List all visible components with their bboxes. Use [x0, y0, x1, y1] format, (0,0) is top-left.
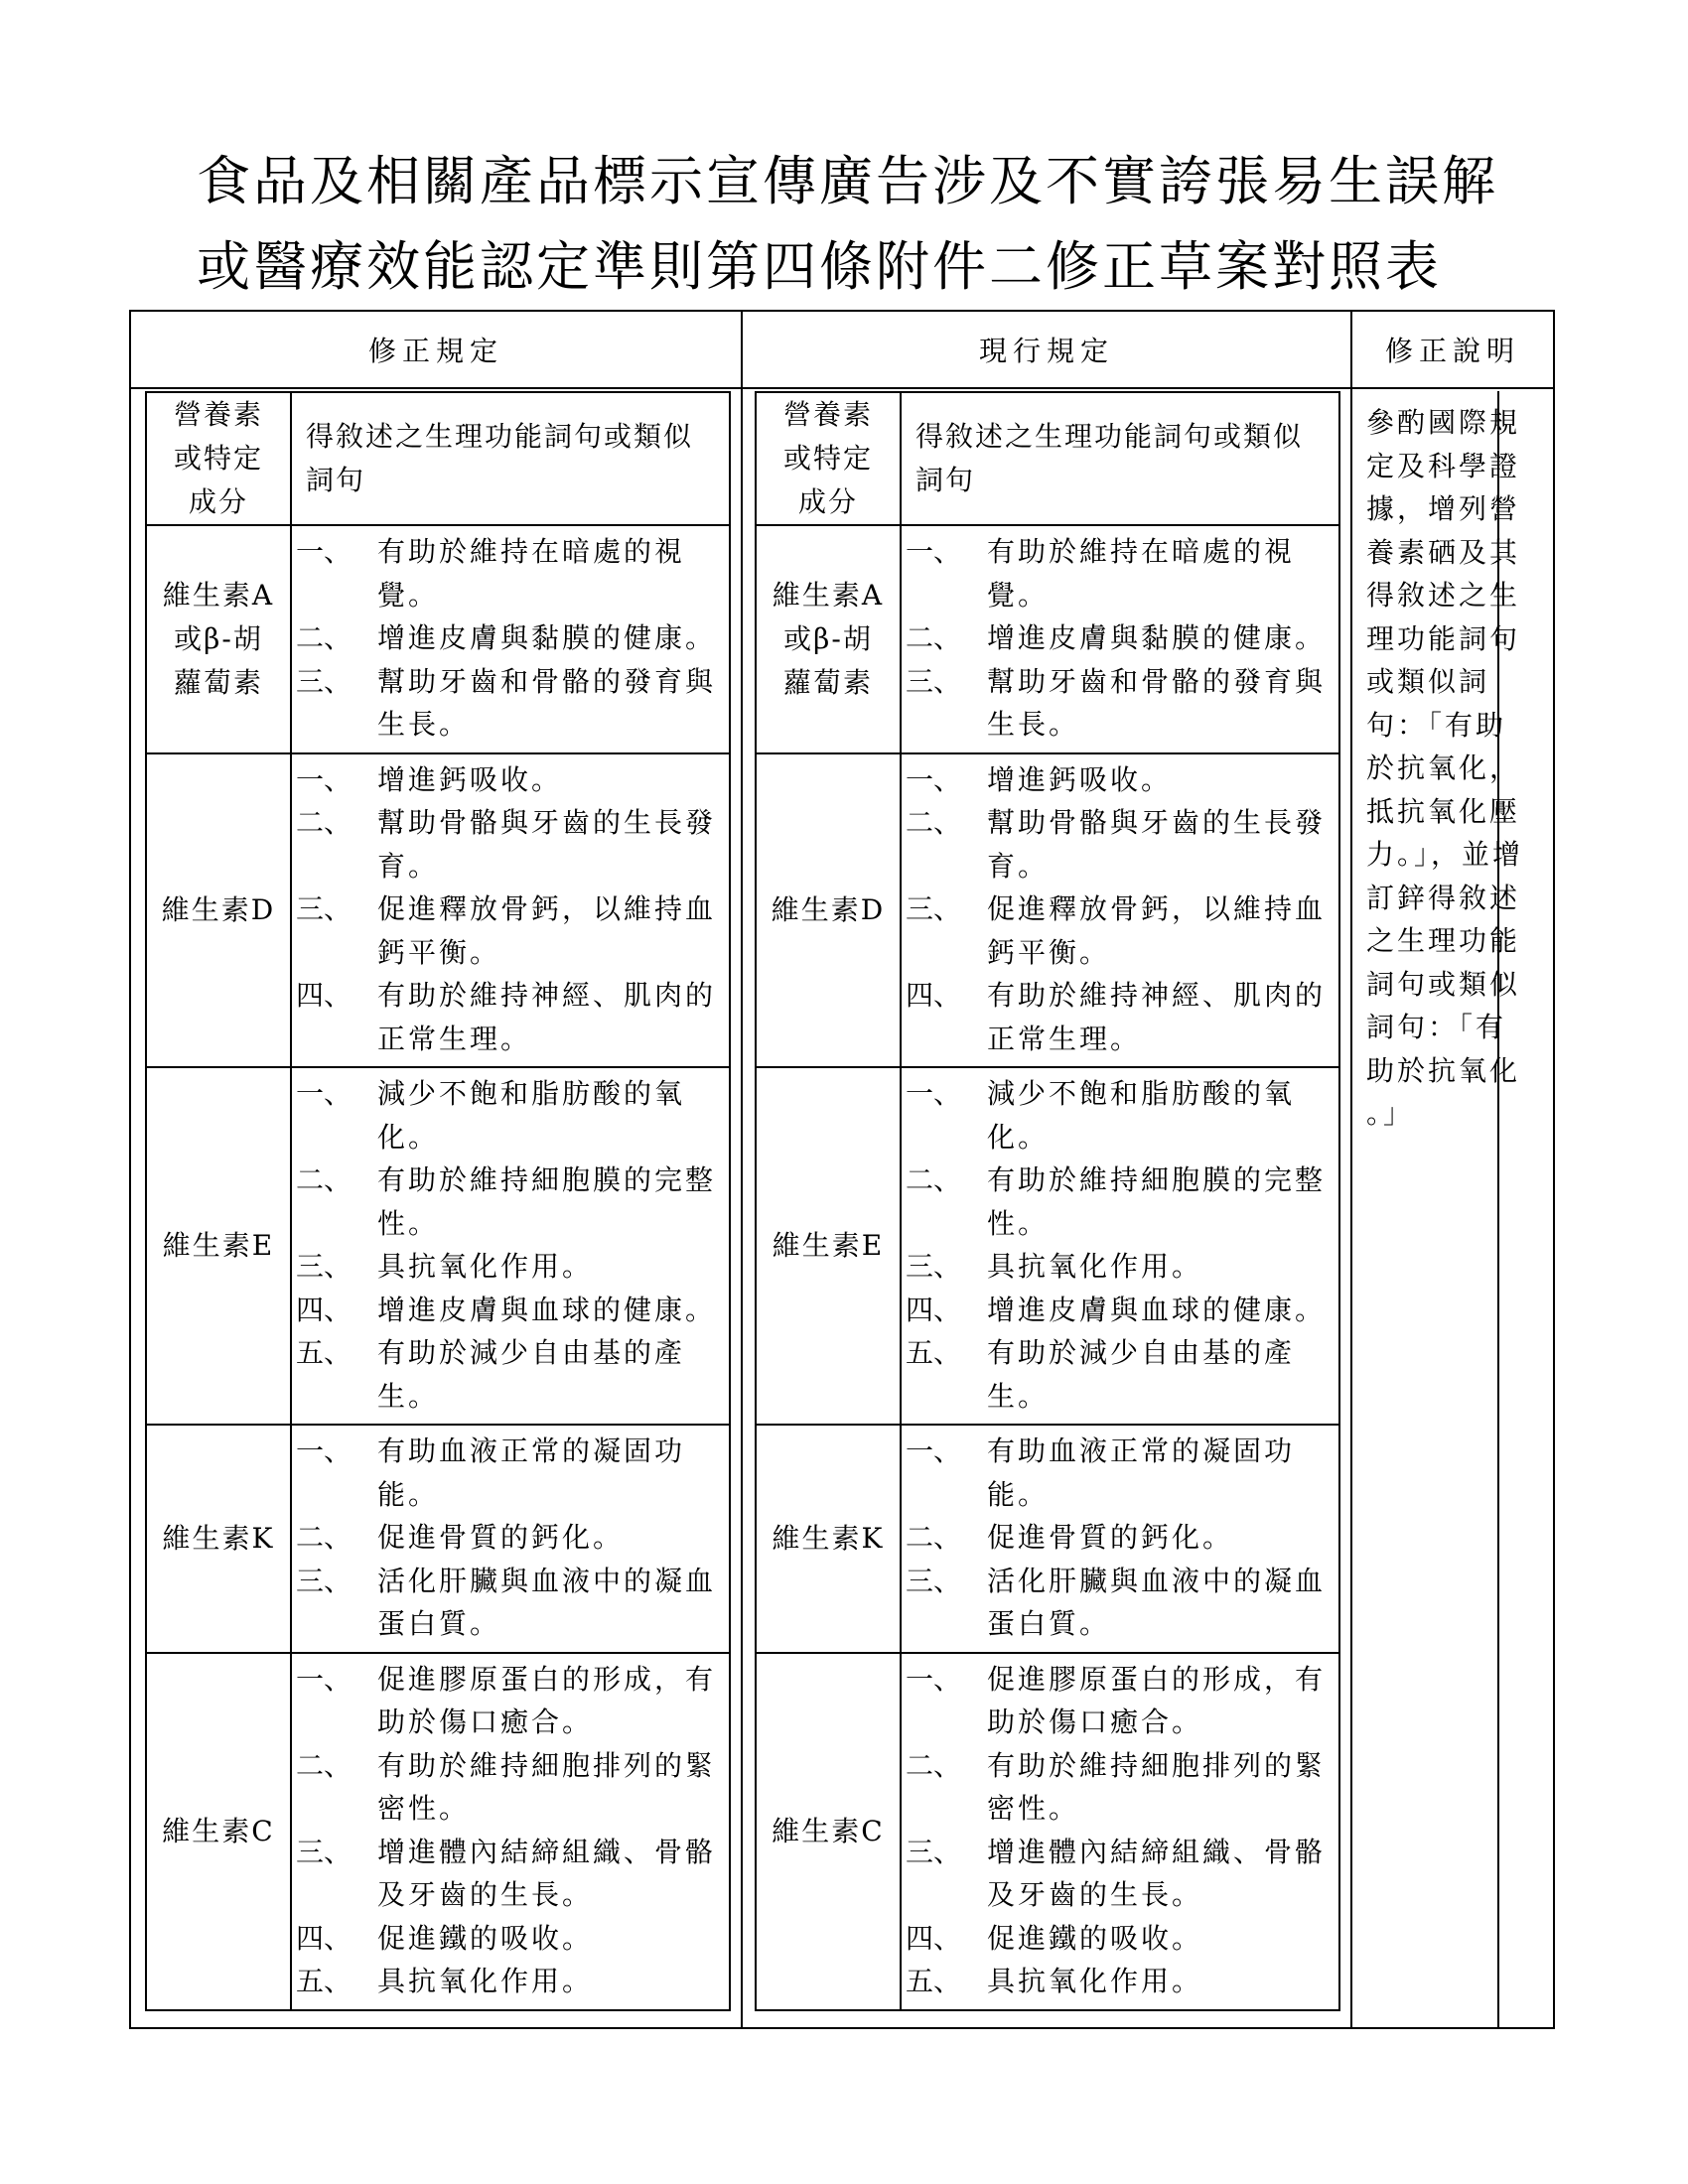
item-number: 二、 — [296, 1521, 352, 1554]
nutrient-name: 維生素A或β-胡蘿蔔素 — [146, 525, 291, 753]
item-number: 四、 — [296, 1293, 352, 1326]
list-item — [296, 1831, 719, 1917]
item-number: 二、 — [906, 1748, 962, 1782]
list-item — [296, 974, 719, 1060]
item-number: 三、 — [296, 1835, 352, 1868]
list-item — [906, 530, 1329, 616]
function-list — [901, 1653, 1339, 2010]
item-number: 一、 — [906, 1434, 962, 1467]
item-number: 四、 — [296, 979, 352, 1012]
item-text: 具抗氧化作用。 — [987, 1250, 1203, 1283]
table-row — [146, 753, 730, 1068]
header-explanation: 修正說明 — [1384, 335, 1520, 367]
list-item — [296, 1289, 719, 1332]
item-number: 一、 — [296, 1434, 352, 1467]
item-number: 三、 — [906, 664, 962, 698]
list-item — [906, 1917, 1329, 1961]
item-number: 五、 — [906, 1965, 962, 1997]
function-column-header: 得敘述之生理功能詞句或類似詞句 — [901, 392, 1339, 525]
header-current: 現行規定 — [978, 335, 1114, 367]
comparison-table — [129, 310, 1555, 2029]
nutrient-name: 維生素D — [146, 753, 291, 1068]
item-number: 四、 — [296, 1921, 352, 1955]
list-item — [906, 616, 1329, 660]
list-item — [906, 1516, 1329, 1560]
item-number: 三、 — [906, 1835, 962, 1868]
item-text: 增進皮膚與黏膜的健康。 — [987, 621, 1327, 654]
item-text: 促進骨質的鈣化。 — [987, 1521, 1234, 1554]
list-item — [906, 1560, 1329, 1646]
item-text: 促進膠原蛋白的形成，有助於傷口癒合。 — [987, 1662, 1327, 1738]
nutrient-name: 維生素E — [146, 1067, 291, 1425]
column-divider — [741, 312, 743, 2027]
current-provisions-table — [755, 391, 1340, 2011]
list-item — [296, 1072, 719, 1159]
function-list — [291, 525, 730, 753]
item-number: 二、 — [296, 1163, 352, 1196]
list-item — [296, 758, 719, 802]
item-text: 有助血液正常的凝固功能。 — [987, 1434, 1296, 1511]
list-item — [296, 1331, 719, 1418]
list-item — [296, 616, 719, 660]
item-number: 二、 — [296, 621, 352, 654]
nutrient-name: 維生素K — [146, 1425, 291, 1653]
function-list — [901, 525, 1339, 753]
function-column-header: 得敘述之生理功能詞句或類似詞句 — [291, 392, 730, 525]
item-text: 具抗氧化作用。 — [377, 1250, 594, 1283]
list-item — [906, 758, 1329, 802]
item-number: 二、 — [296, 1748, 352, 1782]
list-item — [296, 1744, 719, 1831]
list-item — [296, 1560, 719, 1646]
header-rule — [131, 387, 1553, 389]
item-number: 一、 — [296, 535, 352, 568]
list-item — [906, 1744, 1329, 1831]
item-number: 一、 — [906, 1077, 962, 1110]
item-text: 有助於維持神經、肌肉的正常生理。 — [377, 979, 717, 1055]
list-item — [296, 1658, 719, 1744]
table-row — [756, 1425, 1339, 1653]
list-item — [906, 1072, 1329, 1159]
document-title — [197, 139, 1607, 310]
item-number: 一、 — [296, 762, 352, 796]
list-item — [906, 887, 1329, 974]
table-row — [146, 1653, 730, 2010]
item-number: 二、 — [906, 1521, 962, 1554]
item-text: 有助於維持細胞膜的完整性。 — [377, 1163, 717, 1240]
sub-header-row — [756, 392, 1339, 525]
list-item — [906, 1831, 1329, 1917]
item-text: 減少不飽和脂肪酸的氧化。 — [377, 1077, 686, 1154]
list-item — [296, 1430, 719, 1516]
item-text: 幫助牙齒和骨骼的發育與生長。 — [987, 664, 1327, 741]
item-number: 一、 — [296, 1077, 352, 1110]
table-row — [756, 525, 1339, 753]
item-text: 有助於減少自由基的產生。 — [377, 1336, 686, 1413]
sub-header-row — [146, 392, 730, 525]
item-number: 一、 — [296, 1662, 352, 1696]
item-text: 增進皮膚與血球的健康。 — [377, 1293, 717, 1326]
list-item — [296, 1516, 719, 1560]
item-text: 具抗氧化作用。 — [987, 1965, 1203, 1997]
list-item — [906, 1245, 1329, 1289]
list-item — [296, 1159, 719, 1245]
item-text: 增進鈣吸收。 — [377, 762, 563, 796]
item-text: 幫助骨骼與牙齒的生長發育。 — [377, 806, 717, 883]
item-text: 具抗氧化作用。 — [377, 1965, 594, 1997]
list-item — [296, 1917, 719, 1961]
table-row — [756, 1653, 1339, 2010]
item-number: 三、 — [906, 1564, 962, 1597]
table-row — [756, 1067, 1339, 1425]
list-item — [906, 1430, 1329, 1516]
item-number: 三、 — [296, 664, 352, 698]
list-item — [906, 660, 1329, 747]
table-row — [146, 525, 730, 753]
nutrient-column-header: 營養素或特定成分 — [756, 392, 901, 525]
item-text: 增進體內結締組織、骨骼及牙齒的生長。 — [987, 1835, 1327, 1911]
item-text: 有助於維持細胞排列的緊密性。 — [987, 1748, 1327, 1825]
list-item — [906, 1159, 1329, 1245]
item-text: 幫助牙齒和骨骼的發育與生長。 — [377, 664, 717, 741]
function-list — [901, 753, 1339, 1068]
list-item — [296, 801, 719, 887]
item-number: 二、 — [906, 1163, 962, 1196]
list-item — [296, 1245, 719, 1289]
item-number: 二、 — [906, 621, 962, 654]
item-number: 三、 — [296, 1250, 352, 1283]
item-text: 有助於減少自由基的產生。 — [987, 1336, 1296, 1413]
item-text: 促進鐵的吸收。 — [377, 1921, 594, 1955]
item-number: 四、 — [906, 1921, 962, 1955]
explanation-text: 參酌國際規定及科學證據，增列營養素硒及其得敘述之生理功能詞句或類似詞句：「有助於抗氧化，抵抗氧化壓力。」，並增訂鋅得敘述之生理功能詞句或類似詞句：「有助於抗氧化 。」 — [1366, 406, 1524, 1130]
table-row — [146, 1425, 730, 1653]
item-text: 增進皮膚與血球的健康。 — [987, 1293, 1327, 1326]
table-row — [756, 753, 1339, 1068]
nutrient-name: 維生素C — [146, 1653, 291, 2010]
nutrient-name: 維生素C — [756, 1653, 901, 2010]
item-text: 有助於維持在暗處的視覺。 — [377, 535, 686, 612]
nutrient-name: 維生素A或β-胡蘿蔔素 — [756, 525, 901, 753]
item-number: 五、 — [906, 1336, 962, 1369]
list-item — [906, 974, 1329, 1060]
list-item — [296, 530, 719, 616]
item-number: 一、 — [906, 762, 962, 796]
function-list — [291, 753, 730, 1068]
item-text: 有助血液正常的凝固功能。 — [377, 1434, 686, 1511]
item-number: 四、 — [906, 1293, 962, 1326]
function-list — [291, 1653, 730, 2010]
list-item — [906, 1331, 1329, 1418]
list-item — [906, 801, 1329, 887]
item-text: 活化肝臟與血液中的凝血蛋白質。 — [987, 1564, 1327, 1640]
item-text: 有助於維持細胞膜的完整性。 — [987, 1163, 1327, 1240]
item-text: 促進骨質的鈣化。 — [377, 1521, 625, 1554]
item-text: 增進皮膚與黏膜的健康。 — [377, 621, 717, 654]
table-row — [146, 1067, 730, 1425]
nutrient-name: 維生素K — [756, 1425, 901, 1653]
item-text: 促進釋放骨鈣，以維持血鈣平衡。 — [377, 892, 717, 969]
item-text: 活化肝臟與血液中的凝血蛋白質。 — [377, 1564, 717, 1640]
item-number: 五、 — [296, 1965, 352, 1997]
item-text: 有助於維持細胞排列的緊密性。 — [377, 1748, 717, 1825]
item-text: 減少不飽和脂肪酸的氧化。 — [987, 1077, 1296, 1154]
nutrient-name: 維生素E — [756, 1067, 901, 1425]
item-text: 促進膠原蛋白的形成，有助於傷口癒合。 — [377, 1662, 717, 1738]
function-list — [901, 1067, 1339, 1425]
list-item — [906, 1960, 1329, 2003]
function-list — [291, 1067, 730, 1425]
title-line-1: 食品及相關產品標示宣傳廣告涉及不實誇張易生誤解 — [197, 150, 1498, 212]
item-number: 一、 — [906, 535, 962, 568]
item-number: 三、 — [906, 1250, 962, 1283]
item-text: 促進釋放骨鈣，以維持血鈣平衡。 — [987, 892, 1327, 969]
item-text: 增進體內結締組織、骨骼及牙齒的生長。 — [377, 1835, 717, 1911]
header-revised: 修正規定 — [367, 335, 503, 367]
item-number: 一、 — [906, 1662, 962, 1696]
item-text: 有助於維持在暗處的視覺。 — [987, 535, 1296, 612]
item-number: 三、 — [296, 892, 352, 925]
list-item — [296, 1960, 719, 2003]
nutrient-column-header: 營養素或特定成分 — [146, 392, 291, 525]
column-divider — [1350, 312, 1352, 2027]
item-text: 增進鈣吸收。 — [987, 762, 1173, 796]
function-list — [901, 1425, 1339, 1653]
item-number: 三、 — [906, 892, 962, 925]
list-item — [296, 887, 719, 974]
item-number: 二、 — [296, 806, 352, 839]
list-item — [906, 1658, 1329, 1744]
item-number: 二、 — [906, 806, 962, 839]
list-item — [296, 660, 719, 747]
function-list — [291, 1425, 730, 1653]
item-text: 有助於維持神經、肌肉的正常生理。 — [987, 979, 1327, 1055]
item-text: 幫助骨骼與牙齒的生長發育。 — [987, 806, 1327, 883]
item-number: 三、 — [296, 1564, 352, 1597]
revised-provisions-table — [145, 391, 731, 2011]
nutrient-name: 維生素D — [756, 753, 901, 1068]
title-line-2: 或醫療效能認定準則第四條附件二修正草案對照表 — [197, 235, 1442, 298]
item-number: 四、 — [906, 979, 962, 1012]
list-item — [906, 1289, 1329, 1332]
item-text: 促進鐵的吸收。 — [987, 1921, 1203, 1955]
item-number: 五、 — [296, 1336, 352, 1369]
